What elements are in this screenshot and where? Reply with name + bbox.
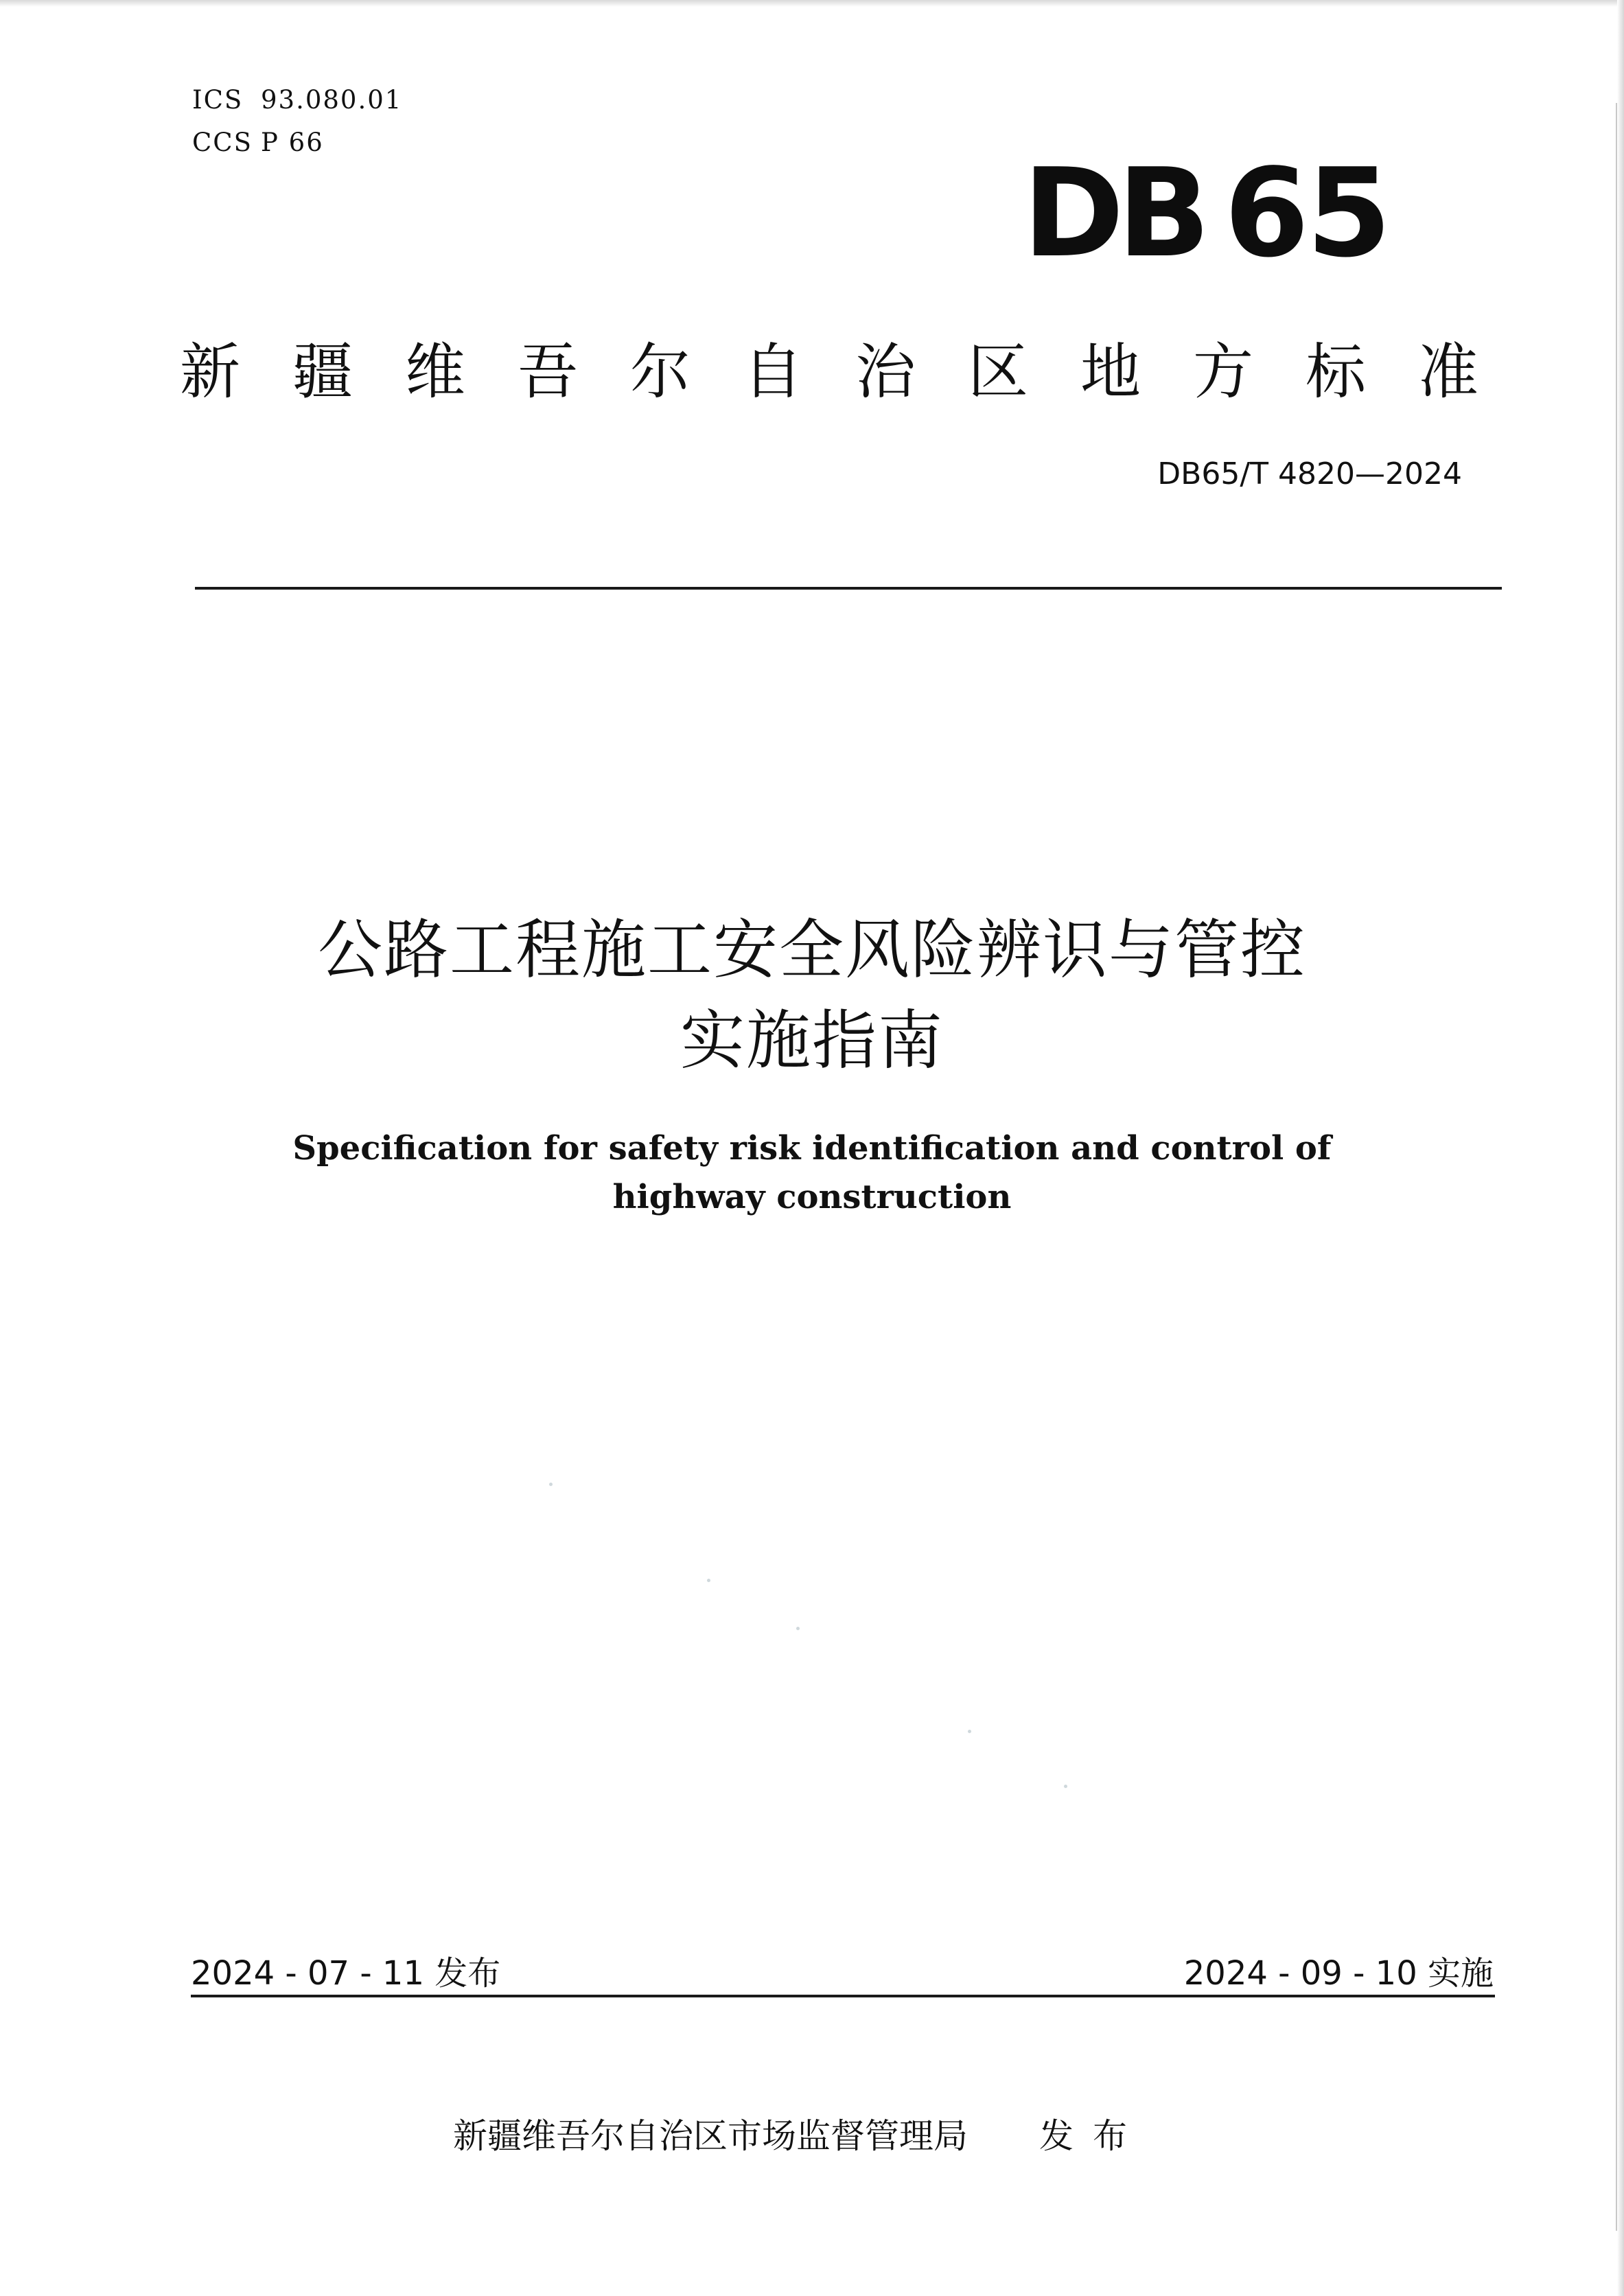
top-rule (195, 587, 1502, 590)
db-logo-number: 65 (1224, 142, 1389, 284)
scan-speck (707, 1579, 710, 1582)
bottom-rule (191, 1995, 1495, 1997)
scan-edge-top (0, 0, 1624, 7)
publisher-action: 发布 (1039, 2116, 1146, 2156)
title-cn-line2: 实施指南 (680, 1004, 944, 1078)
title-en-line2: highway construction (612, 1178, 1012, 1216)
db-logo-prefix: DB (1023, 142, 1204, 284)
db65-logo (1023, 142, 1389, 284)
scan-speck (968, 1730, 971, 1733)
scan-speck (1064, 1785, 1067, 1788)
ccs-code: P 66 (261, 128, 324, 157)
standard-number: DB65/T 4820—2024 (1157, 456, 1462, 491)
standard-type-heading: 新疆维吾尔自治区地方标准 (180, 336, 1531, 407)
title-en-line1: Specification for safety risk identification and control of (292, 1129, 1332, 1168)
ics-line (192, 85, 402, 115)
scan-speck (796, 1627, 800, 1630)
ccs-label: CCS (192, 128, 253, 157)
title-cn-line1: 公路工程施工安全风险辨识与管控 (317, 913, 1306, 988)
ics-label: ICS (192, 85, 244, 115)
implementation-date: 2024 - 09 - 10 实施 (1183, 1954, 1494, 1993)
scan-speck (549, 1483, 553, 1486)
publisher-line (453, 2109, 1146, 2158)
ccs-line (192, 128, 324, 157)
ics-code: 93.080.01 (261, 85, 403, 115)
publisher-name: 新疆维吾尔自治区市场监督管理局 (453, 2116, 968, 2156)
issue-date: 2024 - 07 - 11 发布 (191, 1954, 501, 1993)
